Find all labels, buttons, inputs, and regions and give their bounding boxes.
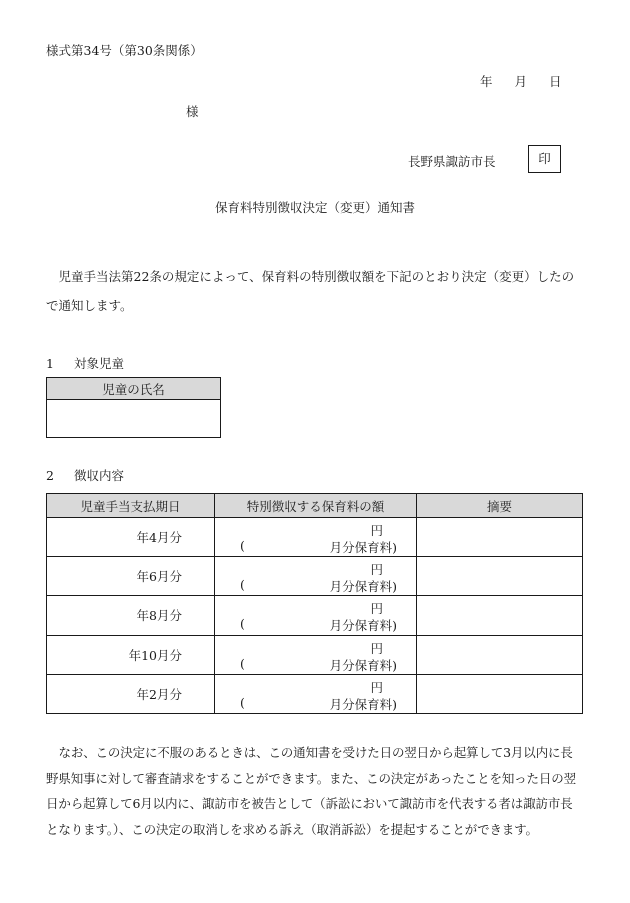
section2-label: 徴収内容 <box>74 468 125 483</box>
date-line <box>480 72 562 90</box>
table-row <box>47 635 583 674</box>
date-month: 月 <box>514 74 528 89</box>
child-table <box>46 377 221 438</box>
table-row <box>47 557 583 596</box>
amount-cell <box>215 674 417 713</box>
child-name-cell <box>47 400 221 438</box>
month-cell: 年6月分 <box>47 557 215 596</box>
yen-label: 円 <box>370 679 383 695</box>
section2-number: 2 <box>46 468 54 483</box>
yen-label: 円 <box>370 562 383 578</box>
paren-open: ( <box>240 538 245 553</box>
amount-month-label: 月分保育料) <box>329 657 397 673</box>
amount-cell <box>215 635 417 674</box>
column-header-remarks: 摘要 <box>417 494 583 518</box>
remarks-cell <box>417 518 583 557</box>
collection-table <box>46 493 583 714</box>
month-cell: 年10月分 <box>47 635 215 674</box>
body-paragraph: 児童手当法第22条の規定によって、保育料の特別徴収額を下記のとおり決定（変更）したので通知します。 <box>46 269 575 313</box>
yen-label: 円 <box>370 601 383 617</box>
paren-open: ( <box>240 616 245 632</box>
seal-box: 印 <box>528 145 561 173</box>
addressee: 様 <box>186 104 199 119</box>
remarks-cell <box>417 596 583 635</box>
column-header-payment-date: 児童手当支払期日 <box>47 494 215 518</box>
document-title: 保育料特別徴収決定（変更）通知書 <box>214 200 415 215</box>
table-row <box>47 596 583 635</box>
table-row <box>47 518 583 557</box>
amount-month-label: 月分保育料) <box>329 540 397 555</box>
paren-open: ( <box>240 655 245 671</box>
section1-number: 1 <box>46 356 54 371</box>
date-day: 日 <box>549 74 562 89</box>
column-header-amount: 特別徴収する保育料の額 <box>215 494 417 518</box>
footer-paragraph: なお、この決定に不服のあるときは、この通知書を受けた日の翌日から起算して3月以内に長野県知事に対して審査請求をすることができます。また、この決定があったことを知った日の翌日から起算して6月以内に、諏訪市を被告として（訴訟において諏訪市を代表する者は諏訪市長となります。）、この決定の取消しを求める訴え（取消訴訟）を提起することができます。 <box>46 745 576 837</box>
issuer: 長野県諏訪市長 <box>408 154 496 169</box>
remarks-cell <box>417 674 583 713</box>
amount-cell <box>215 518 417 557</box>
month-cell: 年2月分 <box>47 674 215 713</box>
yen-label: 円 <box>370 640 383 656</box>
amount-cell <box>215 557 417 596</box>
section1-heading <box>46 354 124 372</box>
amount-cell <box>215 596 417 635</box>
month-cell: 年4月分 <box>47 518 215 557</box>
table-row <box>47 674 583 713</box>
date-year: 年 <box>480 74 493 89</box>
section1-label: 対象児童 <box>74 356 125 371</box>
month-cell: 年8月分 <box>47 596 215 635</box>
amount-month-label: 月分保育料) <box>329 579 397 595</box>
amount-month-label: 月分保育料) <box>329 618 397 634</box>
section2-heading <box>46 466 124 484</box>
remarks-cell <box>417 557 583 596</box>
yen-label: 円 <box>370 523 383 538</box>
paren-open: ( <box>240 694 245 710</box>
form-number: 様式第34号（第30条関係） <box>46 43 203 58</box>
paren-open: ( <box>240 577 245 593</box>
child-name-header: 児童の氏名 <box>47 378 221 400</box>
remarks-cell <box>417 635 583 674</box>
amount-month-label: 月分保育料) <box>329 696 397 712</box>
